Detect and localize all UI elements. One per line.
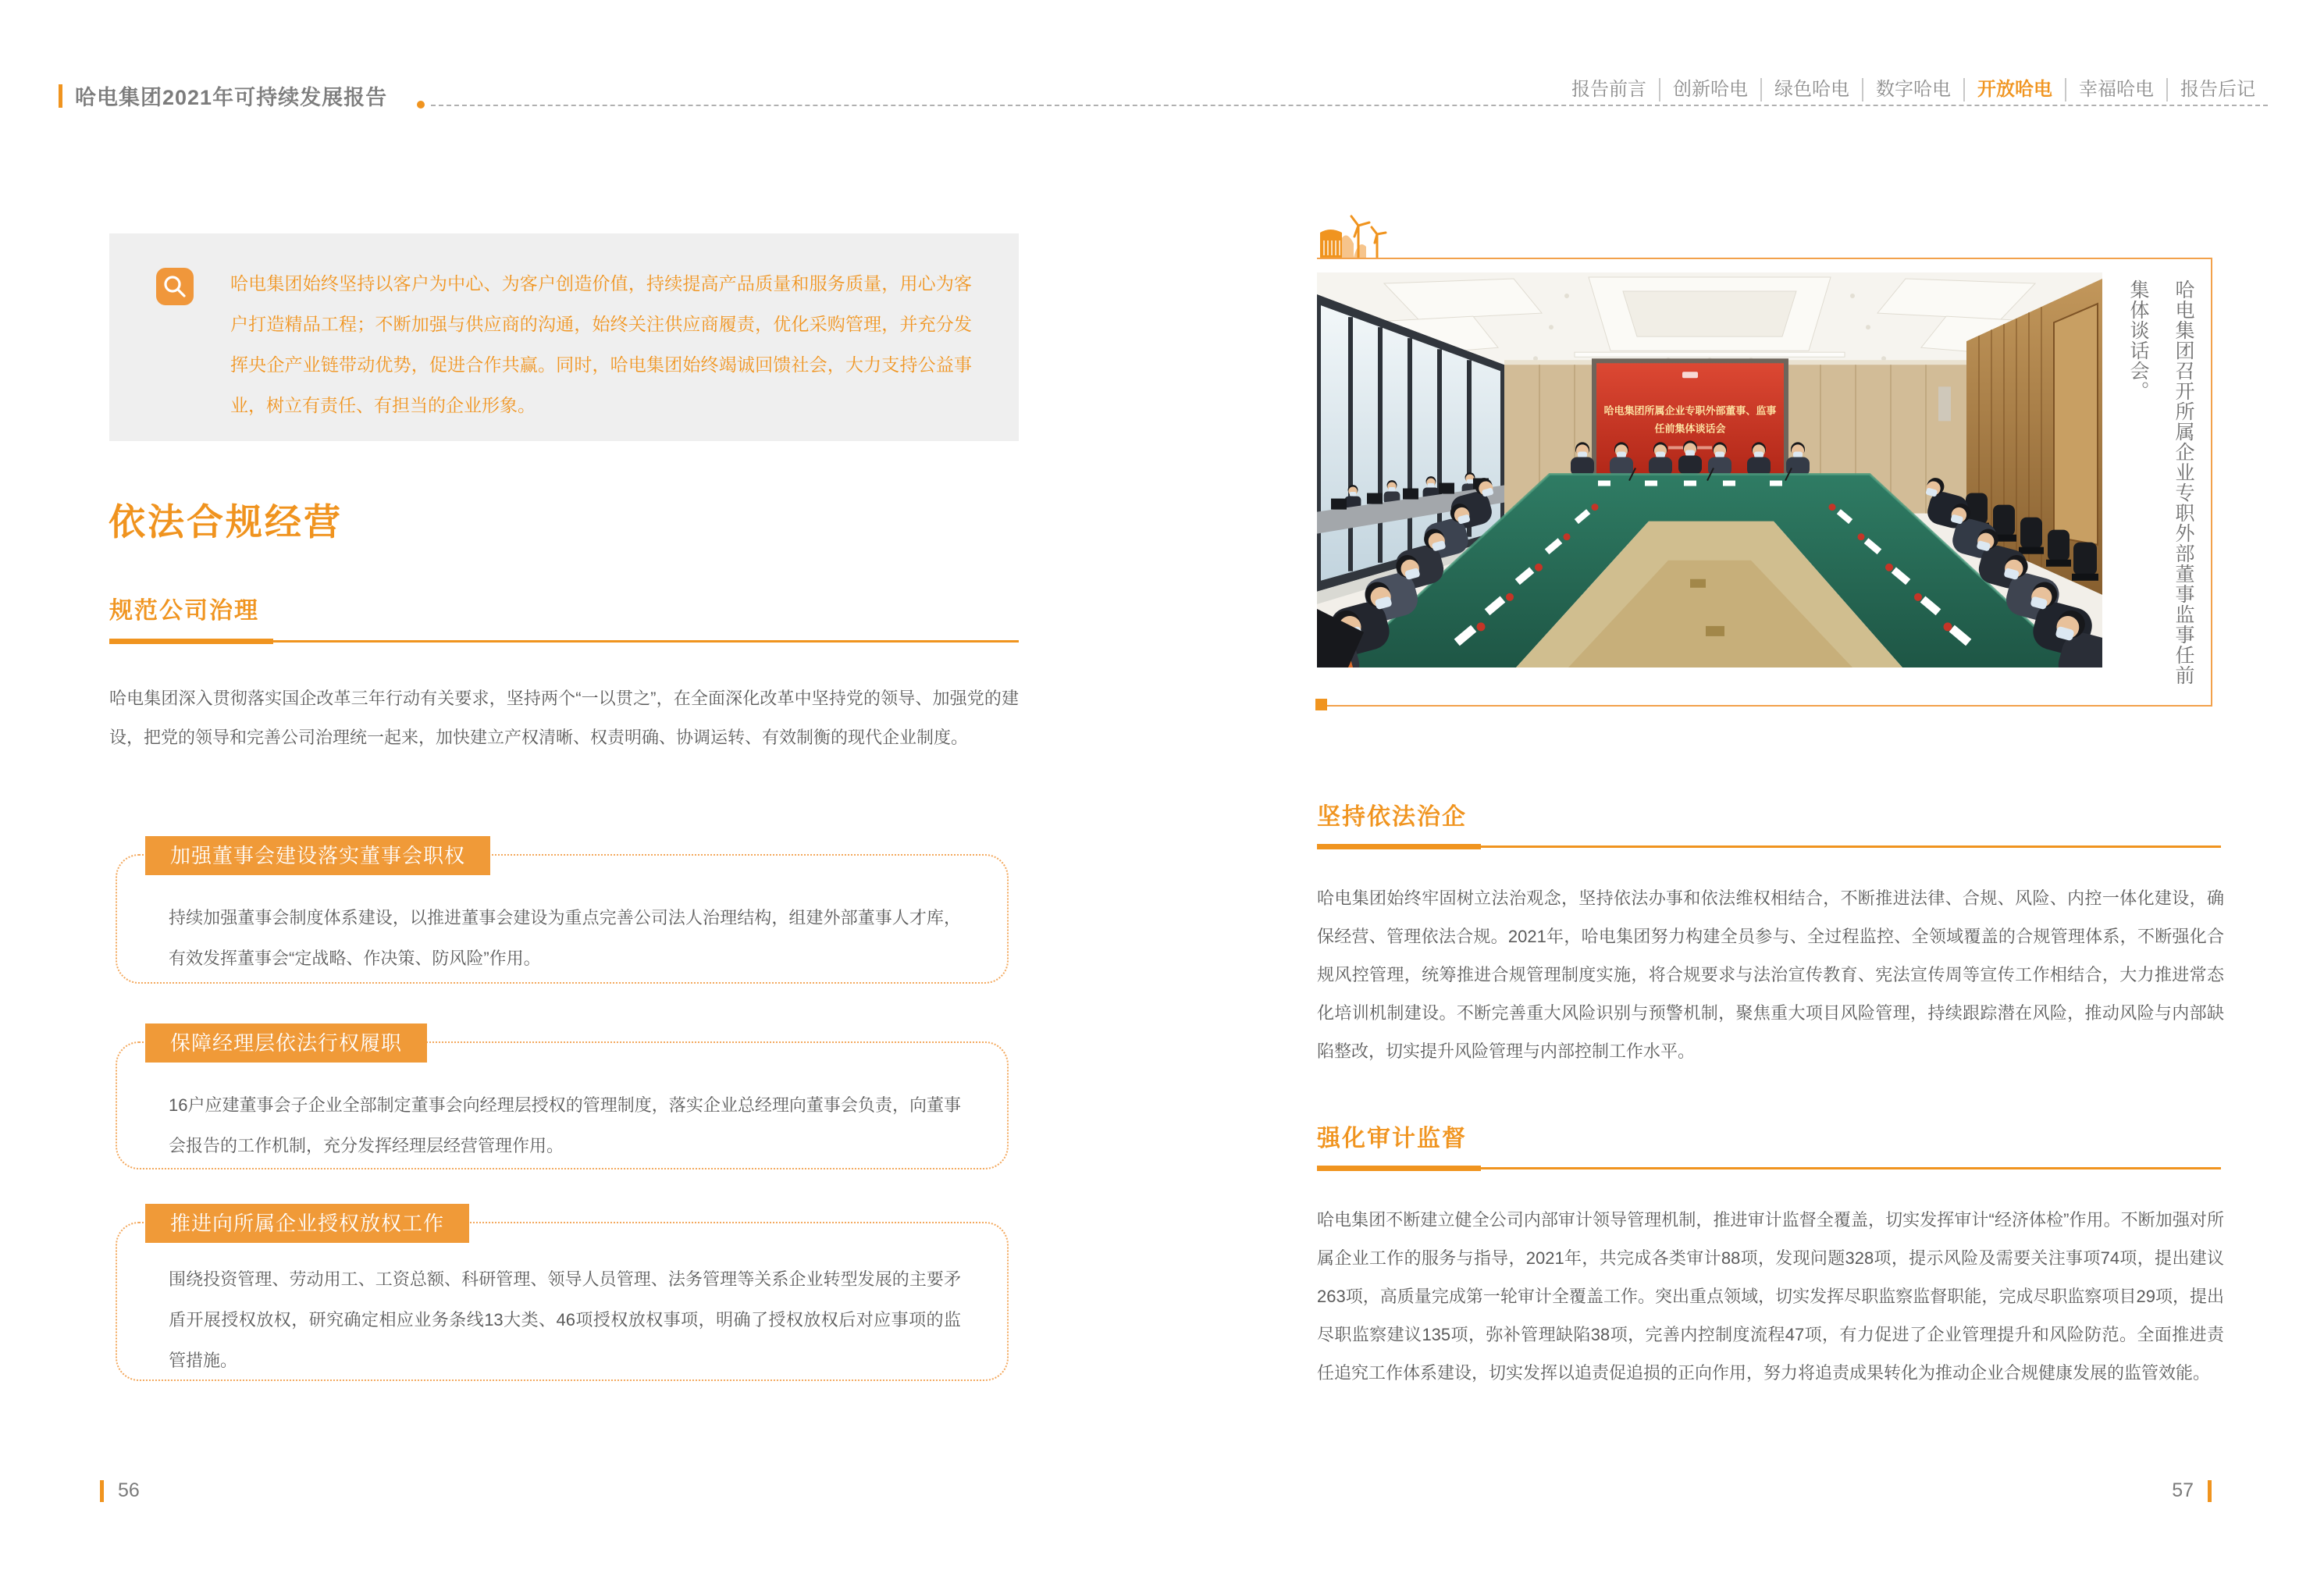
page-number-right: 57 bbox=[2172, 1479, 2212, 1502]
photo-frame-right bbox=[2211, 258, 2212, 707]
feature-box-text: 持续加强董事会制度体系建设，以推进董事会建设为重点完善公司法人治理结构，组建外部董事人才库，有效发挥董事会“定战略、作决策、防风险”作用。 bbox=[169, 908, 961, 968]
feature-box-label: 保障经理层依法行权履职 bbox=[145, 1023, 427, 1063]
feature-box-delegation bbox=[116, 1212, 1009, 1381]
summary-text: 哈电集团始终坚持以客户为中心、为客户创造价值，持续提高产品质量和服务质量，用心为客户打造精品工程；不断加强与供应商的沟通，始终关注供应商履责，优化采购管理，并充分发挥央企产业链带动优势，促进合作共赢。同时，哈电集团始终竭诚回馈社会，大力支持公益事业，树立有责任、有担当的企业形象。 bbox=[230, 273, 972, 415]
city-windmill-icon bbox=[1318, 212, 1390, 259]
photo-frame-top bbox=[1317, 258, 2212, 259]
nav-item-happy[interactable]: 幸福哈电 bbox=[2065, 78, 2166, 101]
feature-box-text: 围绕投资管理、劳动用工、工资总额、科研管理、领导人员管理、法务管理等关系企业转型发展的主要矛盾开展授权放权，研究确定相应业务条线13大类、46项授权放权事项，明确了授权放权后对应事项的监管措施。 bbox=[169, 1269, 961, 1370]
section-heading-governance: 规范公司治理 bbox=[109, 598, 259, 624]
meeting-room-scene bbox=[1317, 272, 2102, 667]
summary-box bbox=[109, 233, 1019, 441]
section-divider bbox=[1317, 844, 2221, 849]
nav-item-innovation[interactable]: 创新哈电 bbox=[1659, 78, 1760, 101]
photo-caption bbox=[2111, 279, 2206, 685]
nav-item-preface[interactable]: 报告前言 bbox=[1571, 79, 1646, 100]
governance-paragraph: 哈电集团深入贯彻落实国企改革三年行动有关要求，坚持两个“一以贯之”，在全面深化改革中坚持党的领导、加强党的建设，把党的领导和完善公司治理统一起来，加快建立产权清晰、权责明确、协调运转、有效制衡的现代企业制度。 bbox=[109, 689, 1019, 747]
header-dashed-line bbox=[431, 105, 2268, 106]
photo-frame-node bbox=[1315, 699, 1327, 710]
nav-item-postscript[interactable]: 报告后记 bbox=[2166, 78, 2268, 101]
feature-box-label: 推进向所属企业授权放权工作 bbox=[145, 1204, 469, 1243]
header-accent-bar bbox=[59, 84, 62, 108]
section-heading-audit: 强化审计监督 bbox=[1317, 1126, 1467, 1152]
feature-box-management bbox=[116, 1031, 1009, 1169]
audit-paragraph: 哈电集团不断建立健全公司内部审计领导管理机制，推进审计监督全覆盖，切实发挥审计“经济体检”作用。不断加强对所属企业工作的服务与指导，2021年，共完成各类审计88项，发现问题328项，提示风险及需要关注事项74项，提出建议263项，高质量完成第一轮审计全覆盖工作。突出重点领域，切实发挥尽职监察监督职能，完成尽职监察项目29项，提出尽职监察建议135项，弥补管理缺陷38项，完善内控制度流程47项，有力促进了企业管理提升和风险防范。全面推进责任追究工作体系建设，切实发挥以追责促追损的正向作用，努力将追责成果转化为推动企业合规健康发展的监管效能。 bbox=[1317, 1210, 2224, 1383]
screen-title-line1: 哈电集团所属企业专职外部董事、监事 bbox=[1603, 404, 1777, 417]
header-left bbox=[59, 80, 387, 111]
section-heading-law: 坚持依法治企 bbox=[1317, 804, 1467, 830]
page-title: 依法合规经营 bbox=[109, 501, 343, 543]
photo-caption-line1: 哈电集团召开所属企业专职外部董事监事任前 bbox=[2173, 279, 2194, 685]
nav-item-open-active[interactable]: 开放哈电 bbox=[1963, 78, 2065, 101]
magnifier-icon bbox=[156, 268, 194, 305]
chapter-nav bbox=[1559, 78, 2268, 101]
page-number-left: 56 bbox=[100, 1479, 140, 1502]
photo-caption-line2: 集体谈话会。 bbox=[2127, 279, 2149, 401]
feature-box-board bbox=[116, 844, 1009, 984]
photo-frame-bottom bbox=[1322, 705, 2212, 707]
feature-box-label: 加强董事会建设落实董事会职权 bbox=[145, 836, 490, 875]
nav-item-digital[interactable]: 数字哈电 bbox=[1862, 78, 1963, 101]
section-divider bbox=[109, 639, 1019, 644]
meeting-photo bbox=[1317, 272, 2102, 667]
feature-box-text: 16户应建董事会子企业全部制定董事会向经理层授权的管理制度，落实企业总经理向董事会负责，向董事会报告的工作机制，充分发挥经理层经营管理作用。 bbox=[169, 1095, 961, 1155]
screen-title-line2: 任前集体谈话会 bbox=[1654, 422, 1726, 435]
law-paragraph: 哈电集团始终牢固树立法治观念，坚持依法办事和依法维权相结合，不断推进法律、合规、风险、内控一体化建设，确保经营、管理依法合规。2021年，哈电集团努力构建全员参与、全过程监控、全领域覆盖的合规管理体系，不断强化合规风控管理，统筹推进合规管理制度实施，将合规要求与法治宣传教育、宪法宣传周等宣传工作相结合，大力推进常态化培训机制建设。不断完善重大风险识别与预警机制，聚焦重大项目风险管理，持续跟踪潜在风险，推动风险与内部缺陷整改，切实提升风险管理与内部控制工作水平。 bbox=[1317, 888, 2224, 1061]
section-divider bbox=[1317, 1166, 2221, 1171]
nav-item-green[interactable]: 绿色哈电 bbox=[1760, 78, 1862, 101]
report-title: 哈电集团2021年可持续发展报告 bbox=[75, 86, 388, 109]
header-dot bbox=[417, 101, 425, 109]
